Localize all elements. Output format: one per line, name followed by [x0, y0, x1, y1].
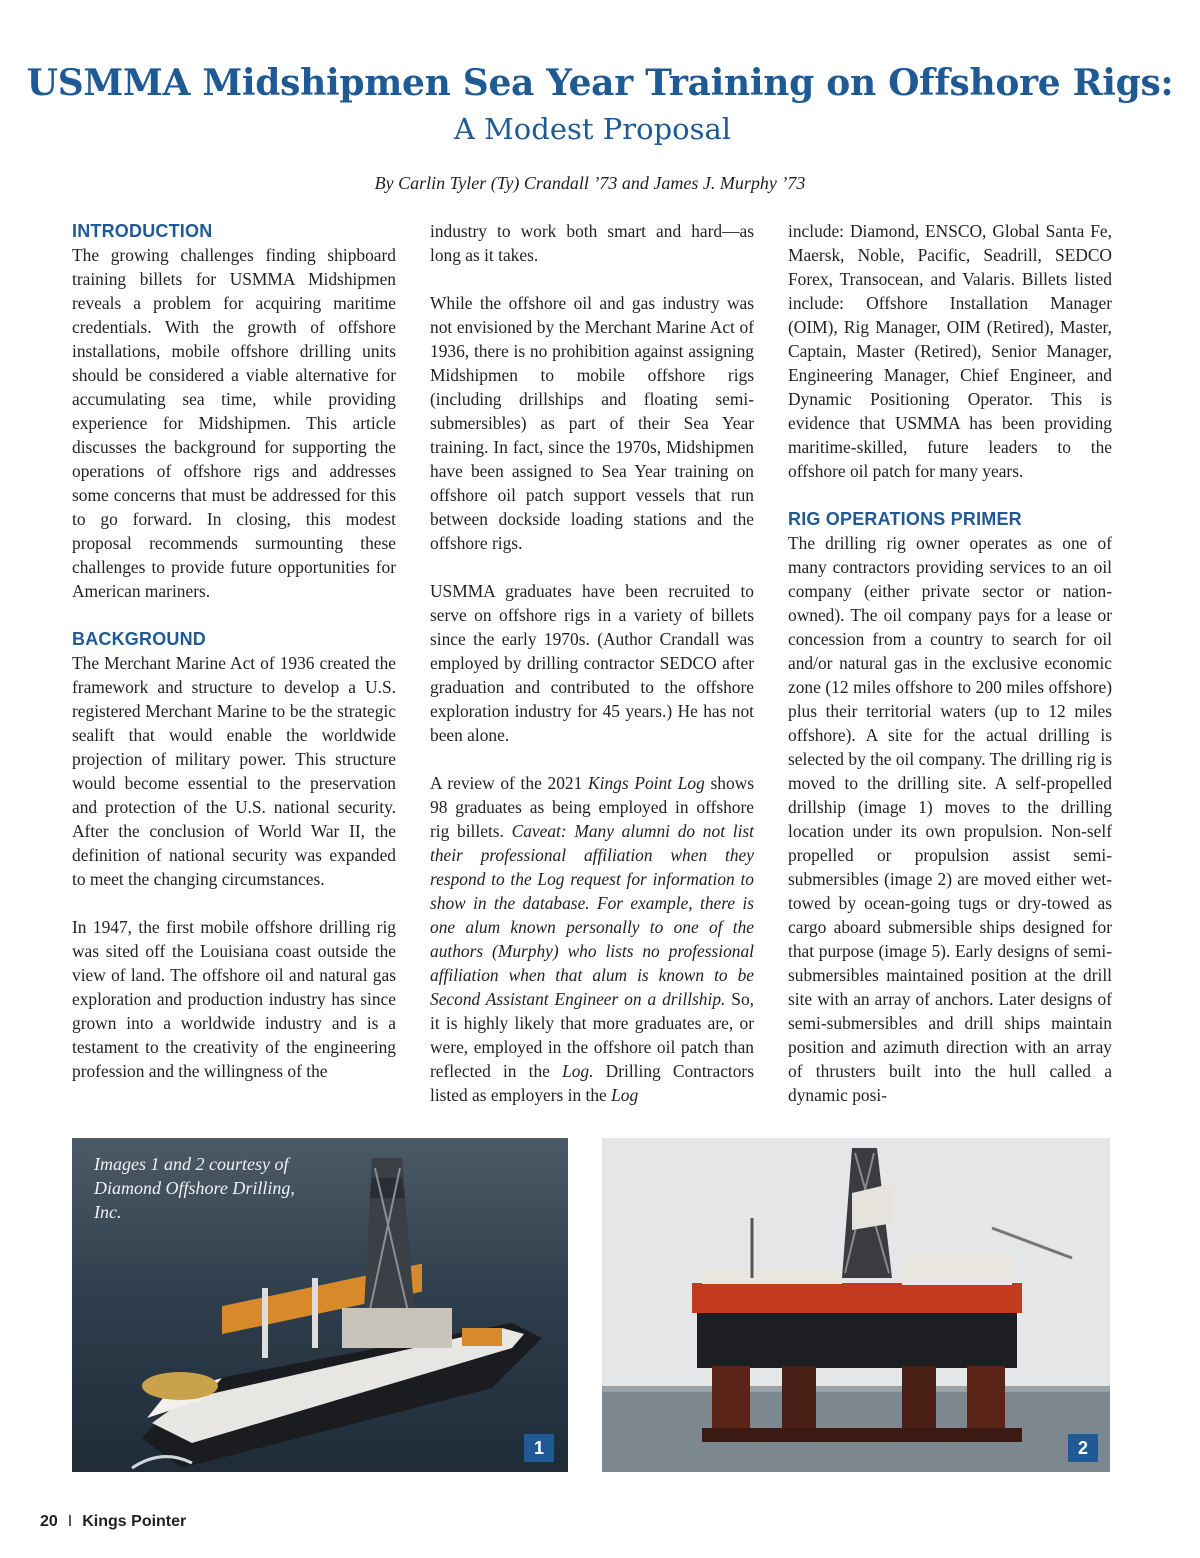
log-title: Kings Point Log — [588, 773, 705, 793]
footer-separator: I — [67, 1513, 73, 1530]
text-span: So, it is highly likely that more graduates are, or were, employed in the offshore oil patch than reflected in the — [430, 989, 754, 1081]
image-number-2: 2 — [1068, 1434, 1098, 1462]
paragraph-col2-1: industry to work both smart and hard—as long as it takes. — [430, 221, 754, 265]
image-credit: Images 1 and 2 courtesy of Diamond Offshore Drilling, Inc. — [94, 1154, 295, 1222]
heading-introduction: INTRODUCTION — [72, 221, 213, 241]
log-title: Log — [611, 1085, 639, 1105]
paragraph-col3-1: include: Diamond, ENSCO, Global Santa Fe, Maersk, Noble, Pacific, Seadrill, SEDCO Forex, Transocean, and Valaris. Billets listed include: Offshore Installation Manager (OIM), Rig Manager, OIM (Retired), Master, Captain, Master (Retired), Senior Manager, Engineering Manager, Chief Engineer, and Dynamic Positioning Operator. This is evidence that USMMA has been providing maritime-skilled, future leaders to the offshore oil patch for many years. — [788, 221, 1112, 481]
text-span: Drilling Contractors listed as employers in the — [430, 1061, 754, 1105]
paragraph-background-1: The Merchant Marine Act of 1936 created the framework and structure to develop a U.S. registered Merchant Marine to be the strategic sealift that would enable the worldwide projection of military power. This structure would become essential to the preservation and protection of the U.S. national security. After the conclusion of World War II, the definition of national security was expanded to meet the changing circumstances. — [72, 653, 396, 889]
byline: By Carlin Tyler (Ty) Crandall ’73 and James J. Murphy ’73 — [374, 173, 806, 193]
image-number-1: 1 — [524, 1434, 554, 1462]
column-1 — [72, 219, 396, 1083]
heading-background: BACKGROUND — [72, 629, 206, 649]
paragraph-col2-4 — [430, 771, 754, 1107]
heading-rig-operations-primer: RIG OPERATIONS PRIMER — [788, 509, 1022, 529]
publication-name: Kings Pointer — [82, 1513, 187, 1530]
text-span: shows 98 graduates as being employed in offshore rig billets. — [430, 773, 754, 841]
page-footer — [40, 1513, 186, 1531]
paragraph-col3-2: The drilling rig owner operates as one of many contractors providing services to an oil company (either private sector or nation-owned). The oil company pays for a lease or concession from a country to search for oil and/or natural gas in the exclusive economic zone (12 miles offshore to 200 miles offshore) plus their territorial waters (up to 12 miles offshore). A site for the actual drilling is selected by the oil company. The drilling rig is moved to the drilling site. A self-propelled drillship (image 1) moves to the drilling location under its own propulsion. Non-self propelled or propulsion assist semi-submersibles (image 2) are moved either wet-towed by ocean-going tugs or dry-towed as cargo aboard submersible ships designed for that purpose (image 5). Early designs of semi-submersibles maintained position at the drill site with an array of anchors. Later designs of semi-submersibles and drill ships maintain position and azimuth direction with an array of thrusters built into the hull called a dynamic posi- — [788, 533, 1112, 1105]
column-2 — [430, 219, 754, 1107]
semisubmersible-photo — [602, 1138, 1110, 1472]
column-3 — [788, 219, 1112, 1107]
paragraph-col2-3: USMMA graduates have been recruited to serve on offshore rigs in a variety of billets since the early 1970s. (Author Crandall was employed by drilling contractor SEDCO after graduation and contributed to the offshore exploration industry for 45 years.) He has not been alone. — [430, 581, 754, 745]
paragraph-introduction: The growing challenges finding shipboard training billets for USMMA Midshipmen reveals a problem for acquiring maritime credentials. With the growth of offshore installations, mobile offshore drilling units should be considered a viable alternative for accumulating sea time, while providing experience for Midshipmen. This article discusses the background for supporting the operations of offshore rigs and addresses some concerns that must be addressed for this to go forward. In closing, this modest proposal recommends surmounting these challenges to provide future opportunities for American mariners. — [72, 245, 396, 601]
page-number: 20 — [40, 1513, 58, 1530]
paragraph-background-2: In 1947, the first mobile offshore drilling rig was sited off the Louisiana coast outside the view of land. The offshore oil and natural gas exploration and production industry has since grown into a worldwide industry and is a testament to the creativity of the engineering profession and the willingness of the — [72, 917, 396, 1081]
caveat-text: Caveat: Many alumni do not list their professional affiliation when they respond to the Log request for information to show in the database. For example, there is one alum known personally to one of the authors (Murphy) who lists no professional affiliation when that alum is known to be Second Assistant Engineer on a drillship. — [430, 821, 754, 1009]
article-subtitle: A Modest Proposal — [453, 112, 732, 146]
log-title: Log. — [562, 1061, 594, 1081]
text-span: A review of the 2021 — [430, 773, 589, 793]
article-title: USMMA Midshipmen Sea Year Training on Offshore Rigs: — [26, 62, 1174, 104]
paragraph-col2-2: While the offshore oil and gas industry was not envisioned by the Merchant Marine Act of 1936, there is no prohibition against assigning Midshipmen to mobile offshore rigs (including drillships and floating semi-submersibles) as part of their Sea Year training. In fact, since the 1970s, Midshipmen have been assigned to Sea Year training on offshore oil patch support vessels that run between dockside loading stations and the offshore rigs. — [430, 293, 754, 553]
